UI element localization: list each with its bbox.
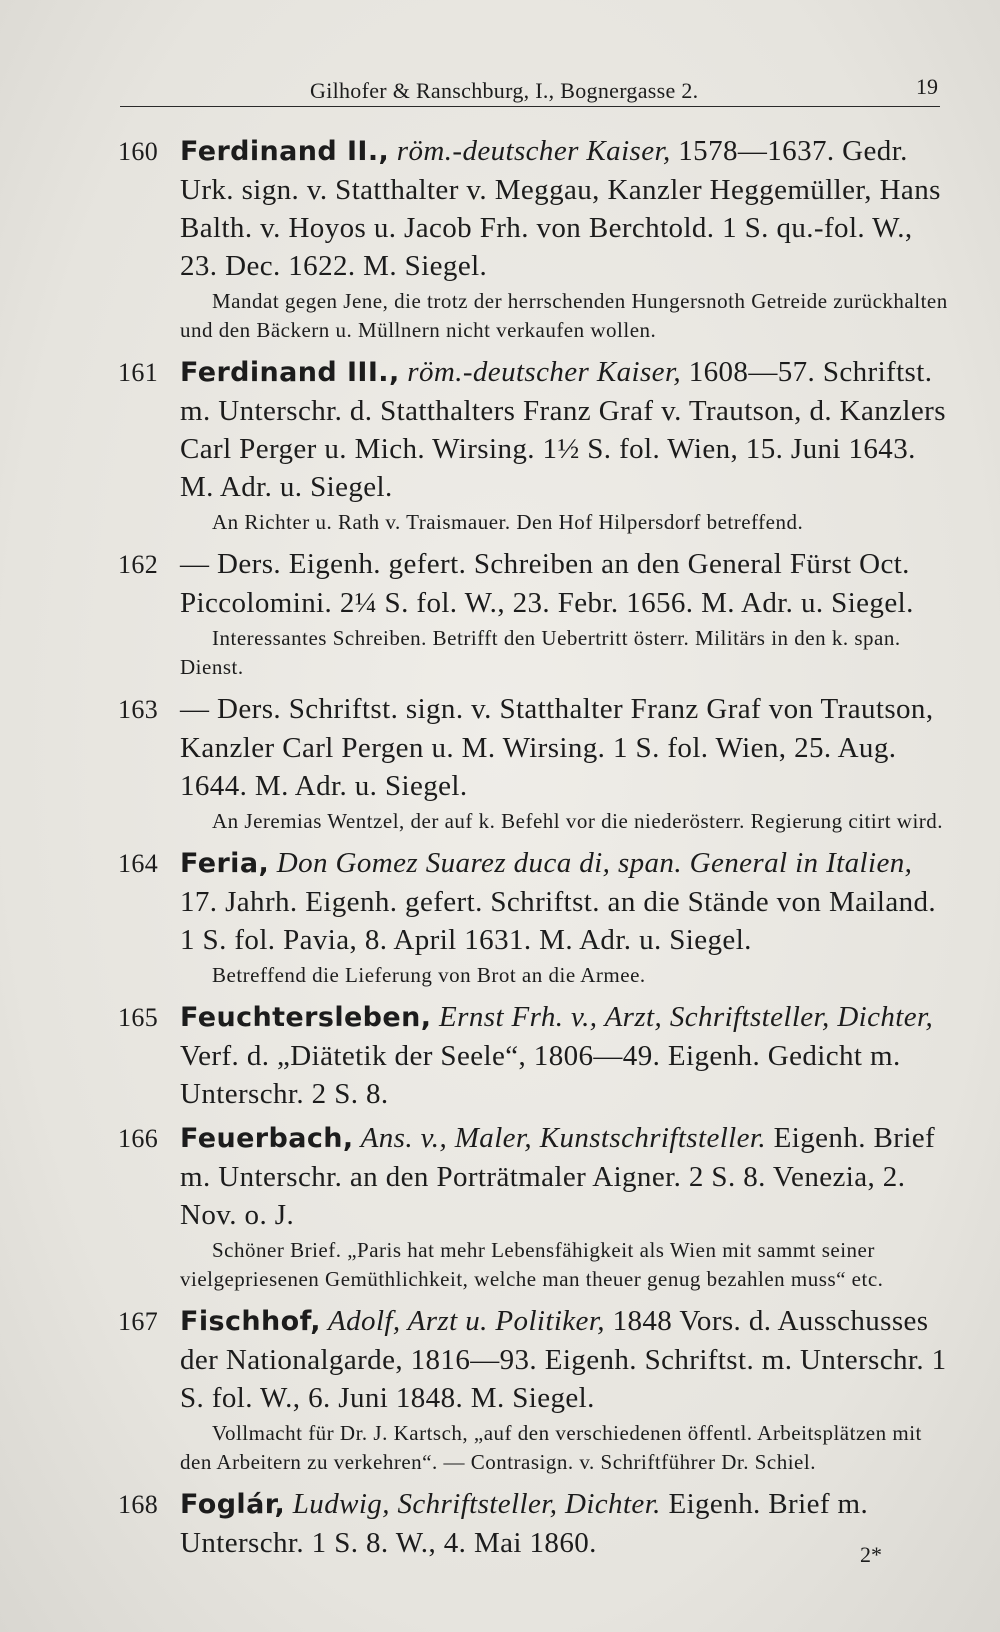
entry-name: Ferdinand III., [180, 357, 400, 388]
catalog-entry [118, 690, 948, 836]
entry-number: 161 [118, 358, 159, 387]
entry-annotation-text: Mandat gegen Jene, die trotz der herrschenden Hungersnoth Getreide zurückhalten und den Bäckern u. Müllnern nicht verkaufen wollen. [180, 289, 948, 342]
entry-text [118, 844, 948, 959]
entry-annotation [118, 807, 948, 836]
entry-details: 1608—57. Schriftst. m. Unterschr. d. Statthalters Franz Graf v. Trautson, d. Kanzlers Carl Perger u. Mich. Wirsing. 1½ S. fol. Wien, 15. Juni 1643. M. Adr. u. Siegel. [180, 356, 946, 503]
entry-text [118, 545, 948, 622]
entry-number: 162 [118, 550, 159, 579]
entry-name: Feuerbach, [180, 1123, 354, 1154]
entry-details: 17. Jahrh. Eigenh. gefert. Schriftst. an die Stände von Mailand. 1 S. fol. Pavia, 8. April 1631. M. Adr. u. Siegel. [180, 886, 937, 956]
entry-number: 164 [118, 849, 159, 878]
entry-number: 165 [118, 1003, 159, 1032]
catalog-entry [118, 1119, 948, 1294]
running-header [120, 72, 940, 107]
entry-text [118, 690, 948, 805]
entry-annotation [118, 1419, 948, 1477]
entry-details: 1848 Vors. d. Ausschusses der Nationalgarde, 1816—93. Eigenh. Schriftst. m. Unterschr. 1 S. fol. W., 6. Juni 1848. M. Siegel. [180, 1305, 947, 1414]
entry-name: Feuchtersleben, [180, 1002, 432, 1033]
header-publisher: Gilhofer & Ranschburg, I., Bognergasse 2. [310, 78, 699, 103]
entry-description-italic: Ludwig, Schriftsteller, Dichter. [285, 1488, 661, 1520]
entry-name: Ferdinand II., [180, 136, 390, 167]
entry-annotation [118, 287, 948, 345]
entry-annotation [118, 624, 948, 682]
entry-annotation-text: An Jeremias Wentzel, der auf k. Befehl vor die niederösterr. Regierung citirt wird. [212, 809, 944, 833]
page-number: 19 [916, 74, 938, 99]
entry-annotation-text: Betreffend die Lieferung von Brot an die Armee. [212, 963, 646, 987]
entry-annotation [118, 1236, 948, 1294]
catalog-entries [118, 132, 948, 1568]
entry-text [118, 1485, 948, 1562]
entry-text [118, 132, 948, 285]
entry-details: Verf. d. „Diätetik der Seele“, 1806—49. Eigenh. Gedicht m. Unterschr. 2 S. 8. [180, 1040, 901, 1110]
catalog-entry [118, 844, 948, 990]
entry-description-italic: röm.-deutscher Kaiser, [399, 356, 682, 388]
entry-annotation [118, 961, 948, 990]
entry-name: Feria, [180, 848, 270, 879]
catalog-entry [118, 998, 948, 1113]
signature-mark: 2* [860, 1542, 882, 1567]
entry-description-italic: röm.-deutscher Kaiser, [389, 135, 671, 167]
entry-description-italic: Ernst Frh. v., Arzt, Schriftsteller, Dichter, [431, 1001, 934, 1033]
entry-description-italic: Ans. v., Maler, Kunstschriftsteller. [353, 1122, 767, 1154]
entry-number: 167 [118, 1307, 159, 1336]
entry-number: 168 [118, 1490, 159, 1519]
catalog-entry [118, 1485, 948, 1562]
catalog-entry [118, 1302, 948, 1477]
entry-details: — Ders. Eigenh. gefert. Schreiben an den General Fürst Oct. Piccolomini. 2¼ S. fol. W., 23. Febr. 1656. M. Adr. u. Siegel. [180, 548, 914, 619]
entry-name: Fischhof, [180, 1306, 321, 1337]
entry-text [118, 998, 948, 1113]
entry-number: 160 [118, 137, 159, 166]
entry-annotation-text: Schöner Brief. „Paris hat mehr Lebensfähigkeit als Wien mit sammt seiner vielgepriesenen Gemüthlichkeit, welche man theuer genug bezahlen muss“ etc. [180, 1238, 884, 1291]
entry-details: — Ders. Schriftst. sign. v. Statthalter Franz Graf von Trautson, Kanzler Carl Pergen u. M. Wirsing. 1 S. fol. Wien, 25. Aug. 1644. M. Adr. u. Siegel. [180, 693, 934, 802]
entry-description-italic: Don Gomez Suarez duca di, span. General in Italien, [269, 847, 913, 879]
catalog-entry [118, 545, 948, 682]
entry-number: 166 [118, 1124, 159, 1153]
entry-number: 163 [118, 695, 159, 724]
entry-details: Eigenh. Brief m. Unterschr. 1 S. 8. W., 4. Mai 1860. [180, 1488, 869, 1559]
entry-annotation [118, 508, 948, 537]
catalog-entry [118, 132, 948, 345]
entry-description-italic: Adolf, Arzt u. Politiker, [320, 1305, 605, 1337]
entry-text [118, 1119, 948, 1234]
entry-details: 1578—1637. Gedr. Urk. sign. v. Statthalter v. Meggau, Kanzler Heggemüller, Hans Balth. v. Hoyos u. Jacob Frh. von Berchtold. 1 S. qu.-fol. W., 23. Dec. 1622. M. Siegel. [180, 135, 941, 282]
catalog-entry [118, 353, 948, 537]
entry-text [118, 1302, 948, 1417]
entry-annotation-text: Interessantes Schreiben. Betrifft den Uebertritt österr. Militärs in den k. span. Dienst. [180, 626, 901, 679]
entry-details: Eigenh. Brief m. Unterschr. an den Porträtmaler Aigner. 2 S. 8. Venezia, 2. Nov. o. J. [180, 1122, 936, 1231]
entry-text [118, 353, 948, 506]
entry-annotation-text: An Richter u. Rath v. Traismauer. Den Hof Hilpersdorf betreffend. [212, 510, 804, 534]
entry-annotation-text: Vollmacht für Dr. J. Kartsch, „auf den verschiedenen öffentl. Arbeitsplätzen mit den Arbeitern zu verkehren“. — Contrasign. v. Schriftführer Dr. Schiel. [180, 1421, 922, 1474]
entry-name: Foglár, [180, 1489, 286, 1520]
